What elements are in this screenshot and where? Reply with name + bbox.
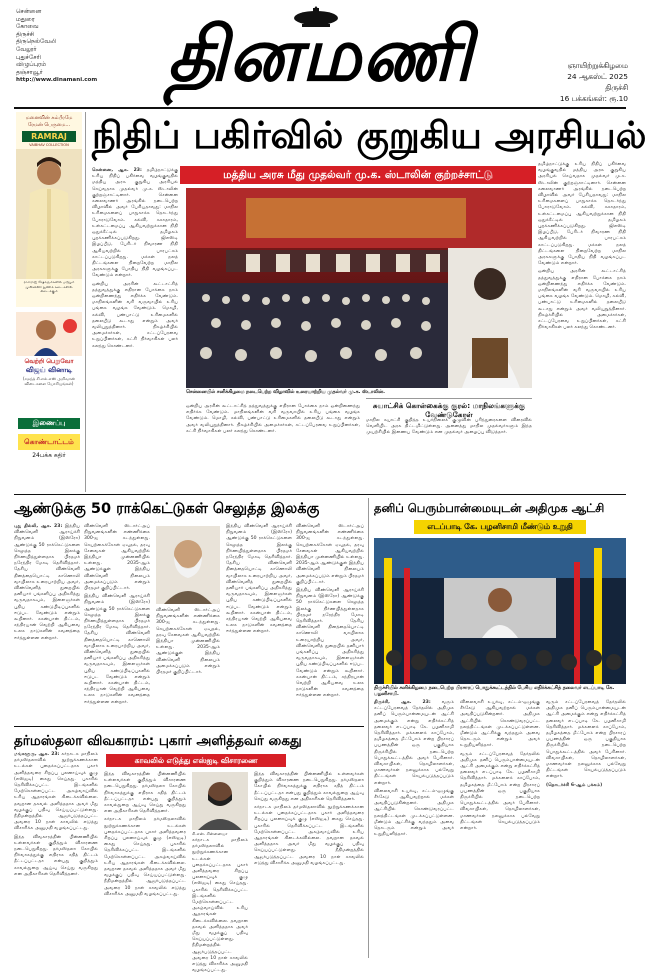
dharmasthala-body-4 — [254, 772, 364, 958]
eps-dateline: திருச்சி, ஆக. 23: — [374, 700, 431, 705]
eps-subhead: எடப்பாடி கே. பழனிசாமி மீண்டும் உறுதி — [414, 520, 586, 534]
eps-continued[interactable]: (தொடர்ச்சி 6-ஆம் பக்கம்) — [546, 782, 603, 788]
ramraj-brand: RAMRAJ — [22, 131, 76, 142]
kondattam-ad[interactable]: கொண்டாட்டம் — [18, 434, 80, 450]
kathir-label: 24பக்க கதிர் — [32, 452, 66, 459]
edition-item: விழுப்புரம் — [16, 61, 47, 69]
dharmasthala-body-text-6: இந்த விவகாரத்தின் பின்னணியில் உள்ளவர்கள் குறித்தும் விசாரணை நடைபெறுகிறது. தர்மஸ்தலா கோயில் நிர்வாகத்துக்கு எதிராக சதித் திட்டம் தீட்டப்பட்டதா என்பது குறித்தும் காவல்துறை ஆய்வு செய்து வருகிறது என அதிகாரிகள் தெரிவித்தனர். — [254, 772, 364, 802]
sidebox-title[interactable]: சுயாட்சிக் கொள்கைக்கு குரல்: மாநிலங்களுக்கு வேண்டுகோள் — [366, 398, 532, 419]
rockets-headline[interactable]: ஆண்டுக்கு 50 ராக்கெட்டுகள் செலுத்த இலக்கு — [14, 501, 320, 517]
masthead — [0, 0, 640, 106]
sidebox-body: மாநில சுயாட்சி குறித்த உயர்நிலைக் குழுவின் பரிந்துரைகளை விரைவில் வெளியிட அரசு திட்டமிட்டுள்ளது. அனைத்து மாநில முதல்வர்களும் இந்த முயற்சியில் இணைய வேண்டும் என முதல்வர் அழைப்பு விடுத்தார். — [366, 418, 532, 436]
dharmasthala-story — [14, 730, 364, 974]
join-label: இணைப்பு — [18, 418, 80, 429]
quiz-question: (சமந்த் சி.எல்.எஸ் அறிவான் விடைகளை யோசியுங்கள்) — [23, 376, 75, 386]
edition-item: தஞ்சாவூர் — [16, 68, 43, 76]
dharmasthala-subhead: காவலில் எடுத்து எஸ்ஐடி விசாரணை — [106, 754, 286, 767]
issue-date: 24 ஆகஸ்ட் 2025 — [567, 72, 628, 81]
edition-list — [16, 8, 96, 85]
rockets-body-text: இந்திய விண்வெளி ஆராய்ச்சி நிறுவனம் (இஸ்ரோ) ஆண்டுக்கு 50 ராக்கெட்டுகளை செலுத்த இலக்கு நிர்ணயித்துள்ளதாக பிரதமர் நரேந்திர மோடி தெரிவித்தார். தேசிய விண்வெளி தினத்தையொட்டி காணொலி வாயிலாக உரையாற்றிய அவர், விண்வெளித் துறையில் தனியார் பங்களிப்பு அதிகரித்து வருவதாகவும், இளைஞர்கள் புதிய கண்டுபிடிப்புகளில் ஈடுபட வேண்டும் என்றும் கூறினார். ககன்யான் திட்டம், சந்திரயான் வெற்றி ஆகியவை உலக நாடுகளின் கவனத்தை ஈர்த்துள்ளன என்றார். — [14, 524, 80, 641]
dharmasthala-body-text-2: இந்த விவகாரத்தின் பின்னணியில் உள்ளவர்கள் குறித்தும் விசாரணை நடைபெறுகிறது. தர்மஸ்தலா கோயில் நிர்வாகத்துக்கு எதிராக சதித் திட்டம் தீட்டப்பட்டதா என்பது குறித்தும் காவல்துறை ஆய்வு செய்து வருகிறது என அதிகாரிகள் தெரிவித்தனர். — [14, 834, 98, 877]
eps-body-text-4: வரும் சட்டப்பேரவைத் தேர்தலில் அதிமுக தனிப் பெரும்பான்மையுடன் ஆட்சி அமைக்கும் என்று எதிர்க்கட்சித் தலைவர் எடப்பாடி கே. பழனிசாமி தெரிவித்தார். மக்களைக் காப்போம், தமிழகத்தை மீட்போம் என்ற பிரசாரப் பயணத்தின் ஒரு பகுதியாக திருச்சியில் நடைபெற்ற பொதுக்கூட்டத்தில் அவர் பேசினார். விவசாயிகள், தொழிலாளர்கள், மாணவர்கள் நலனுக்காக பல்வேறு திட்டங்கள் செயல்படுத்தப்படும் என்றார். — [460, 751, 540, 832]
edition-item: கோவை — [16, 23, 39, 31]
lead-subhead: மத்திய அரசு மீது முதல்வர் மு.க. ஸ்டாலின் குற்றச்சாட்டு — [180, 166, 536, 184]
rockets-body-5 — [296, 524, 364, 720]
edition-item: திருநெல்வேலி — [16, 38, 57, 46]
eps-photo — [374, 538, 626, 684]
rockets-body-text-2: விண்வெளி ஸ்டார்ட்அப் நிறுவனங்களின் எண்ணிக்கை 300-ஐ கடந்துள்ளது. செயற்கைக்கோள் ஏவுதல், தரவு சேவைகள் ஆகியவற்றில் இந்தியா முன்னணியில் உள்ளது. 2035-ஆம் ஆண்டுக்குள் இந்திய விண்வெளி நிலையம் அமைக்கப்படும் என்றும் பிரதமர் குறிப்பிட்டார். — [84, 524, 150, 592]
rockets-body-1 — [14, 524, 80, 720]
ramraj-tagline: மனைவின் கம்பீரமே ரேமன் பெருமை... — [25, 115, 73, 128]
dharmasthala-photo — [192, 772, 248, 830]
edition-item: சென்னை — [16, 8, 42, 15]
eps-photo-caption: திருச்சியில் சனிக்கிழமை நடைபெற்ற பிரசாரப் பொதுக்கூட்டத்தில் பேசிய எதிர்க்கட்சித் தலைவர் எடப்பாடி கே. பழனிசாமி. — [374, 686, 615, 697]
date-block — [528, 60, 628, 104]
eps-body-1 — [374, 700, 454, 956]
ad-column — [14, 112, 86, 492]
ramraj-caption: ராம்ராஜ் ஷோரூம்களில் மற்றும் முன்னணி துணிக் கடைகளில் கிடைக்கும் — [23, 280, 75, 294]
rockets-body-4 — [226, 524, 292, 720]
ramraj-sub: VAIBHAV COLLECTION — [29, 143, 69, 147]
lead-body-left — [92, 168, 178, 488]
lead-body-right-text-2: ஒன்றிய அரசின் கூட்டாட்சித் தத்துவத்துக்கு எதிரான போக்கை நாம் ஒன்றிணைந்து எதிர்க்க வேண்டும். மாநிலங்களின் வரி வருவாயில் உரிய பங்கை வழங்க வேண்டும். மொழி, கல்வி, பண்பாட்டு உரிமைகளில் தலையீடு கூடாது என்றும் அவர் வலியுறுத்தினார். நிகழ்ச்சியில் அமைச்சர்கள், சட்டப்பேரவை உறுப்பினர்கள், கட்சி நிர்வாகிகள் பலர் கலந்து கொண்டனர். — [538, 269, 626, 331]
quiz-title: வெற்றி பெறுவோ — [24, 358, 74, 365]
quiz-ad[interactable] — [16, 312, 82, 412]
dharmasthala-body-text: கர்நாடக மாநிலம் தர்மஸ்தலாவில் நூற்றுக்கணக்கான உடல்கள் புதைக்கப்பட்டதாக புகார் அளித்தவரை சிறப்பு புலனாய்வுக் குழு (எஸ்ஐடி) கைது செய்தது. புகாரில் தெரிவிக்கப்பட்ட இடங்களில் மேற்கொள்ளப்பட்ட அகழ்வாய்வில் உரிய ஆதாரங்கள் கிடைக்கவில்லை. தவறான தகவல் அளித்ததாக அவர் மீது வழக்குப் பதிவு செய்யப்பட்டுள்ளது. நீதிமன்றத்தில் ஆஜர்படுத்தப்பட்ட அவரை 10 நாள் காவலில் எடுத்து விசாரிக்க அனுமதி வழங்கப்பட்டது. — [14, 752, 98, 832]
pages-price: 16 பக்கங்கள்: ரூ.10 — [559, 94, 628, 103]
lead-body-mid-text: ஒன்றிய அரசின் கூட்டாட்சித் தத்துவத்துக்கு எதிரான போக்கை நாம் ஒன்றிணைந்து எதிர்க்க வேண்டும். மாநிலங்களின் வரி வருவாயில் உரிய பங்கை வழங்க வேண்டும். மொழி, கல்வி, பண்பாட்டு உரிமைகளில் தலையீடு கூடாது என்றும் அவர் வலியுறுத்தினார். நிகழ்ச்சியில் அமைச்சர்கள், சட்டப்பேரவை உறுப்பினர்கள், கட்சி நிர்வாகிகள் பலர் கலந்து கொண்டனர். — [186, 404, 360, 434]
dharmasthala-body-text-4: கர்நாடக மாநிலம் தர்மஸ்தலாவில் நூற்றுக்கணக்கான உடல்கள் புதைக்கப்பட்டதாக புகார் அளித்தவரை சிறப்பு புலனாய்வுக் குழு (எஸ்ஐடி) கைது செய்தது. புகாரில் தெரிவிக்கப்பட்ட இடங்களில் மேற்கொள்ளப்பட்ட அகழ்வாய்வில் உரிய ஆதாரங்கள் கிடைக்கவில்லை. தவறான தகவல் அளித்ததாக அவர் மீது வழக்குப் பதிவு செய்யப்பட்டுள்ளது. நீதிமன்றத்தில் ஆஜர்படுத்தப்பட்ட அவரை 10 நாள் காவலில் எடுத்து விசாரிக்க அனுமதி வழங்கப்பட்டது. — [104, 817, 186, 897]
edition-item: புதுச்சேரி — [16, 53, 41, 61]
rockets-body-3 — [156, 608, 220, 720]
ramraj-ad[interactable] — [16, 112, 82, 307]
dharmasthala-body-text-3: இந்த விவகாரத்தின் பின்னணியில் உள்ளவர்கள் குறித்தும் விசாரணை நடைபெறுகிறது. தர்மஸ்தலா கோயில் நிர்வாகத்துக்கு எதிராக சதித் திட்டம் தீட்டப்பட்டதா என்பது குறித்தும் காவல்துறை ஆய்வு செய்து வருகிறது என அதிகாரிகள் தெரிவித்தனர். — [104, 772, 186, 815]
rockets-body-text-7: இந்திய விண்வெளி ஆராய்ச்சி நிறுவனம் (இஸ்ரோ) ஆண்டுக்கு 50 ராக்கெட்டுகளை செலுத்த இலக்கு நிர்ணயித்துள்ளதாக பிரதமர் நரேந்திர மோடி தெரிவித்தார். தேசிய விண்வெளி தினத்தையொட்டி காணொலி வாயிலாக உரையாற்றிய அவர், விண்வெளித் துறையில் தனியார் பங்களிப்பு அதிகரித்து வருவதாகவும், இளைஞர்கள் புதிய கண்டுபிடிப்புகளில் ஈடுபட வேண்டும் என்றும் கூறினார். ககன்யான் திட்டம், சந்திரயான் வெற்றி ஆகியவை உலக நாடுகளின் கவனத்தை ஈர்த்துள்ளன என்றார். — [296, 588, 364, 699]
dharmasthala-photo-caption: சி.என். சின்னையா — [192, 831, 228, 836]
section-rule-2 — [14, 726, 364, 727]
quiz-person-image — [16, 312, 82, 356]
masthead-rule — [14, 107, 626, 109]
eps-body-text-2: விலைவாசி உயர்வு, சட்டம்-ஒழுங்கு சீர்கேடு ஆகியவற்றால் மக்கள் அவதிப்படுகின்றனர். அதிமுக ஆட்சியில் கொண்டுவரப்பட்ட நலத்திட்டங்கள் முடக்கப்பட்டுள்ளன. மீண்டும் ஆட்சிக்கு வந்ததும் அவை தொடரும் என்றும் அவர் உறுதியளித்தார். — [374, 788, 454, 838]
lead-body-right — [538, 112, 626, 488]
rockets-body-2 — [84, 524, 150, 720]
lead-headline[interactable]: நிதிப் பகிர்வில் குறுகிய அரசியல் — [92, 114, 646, 157]
eps-body-text-5: வரும் சட்டப்பேரவைத் தேர்தலில் அதிமுக தனிப் பெரும்பான்மையுடன் ஆட்சி அமைக்கும் என்று எதிர்க்கட்சித் தலைவர் எடப்பாடி கே. பழனிசாமி தெரிவித்தார். மக்களைக் காப்போம், தமிழகத்தை மீட்போம் என்ற பிரசாரப் பயணத்தின் ஒரு பகுதியாக திருச்சியில் நடைபெற்ற பொதுக்கூட்டத்தில் அவர் பேசினார். விவசாயிகள், தொழிலாளர்கள், மாணவர்கள் நலனுக்காக பல்வேறு திட்டங்கள் செயல்படுத்தப்படும் என்றார். — [546, 700, 626, 780]
lead-body-text: தமிழ்நாட்டுக்கு உரிய நிதிப் பகிர்வை வழங்குவதில் மத்திய அரசு குறுகிய அரசியல் செய்வதாக முதல்வர் மு.க. ஸ்டாலின் குற்றஞ்சாட்டினார். சென்னை கலைவாணர் அரங்கில் நடைபெற்ற விழாவில் அவர் பேசியதாவது: மாநில உரிமைகளைப் பாதுகாக்க தொடர்ந்து போராடுவோம். கல்வி, சுகாதாரம், உள்கட்டமைப்பு ஆகியவற்றுக்கான நிதி ஒதுக்கீட்டில் தமிழகம் புறக்கணிக்கப்படுகிறது. ஜிஎஸ்டி இழப்பீடு, பேரிடர் நிவாரண நிதி ஆகியவற்றில் பாரபட்சம் காட்டப்படுகிறது. மக்கள் நலத் திட்டங்களை நிறைவேற்ற மாநில அரசுகளுக்கு போதிய நிதி வழங்கப்பட வேண்டும் என்றார். — [92, 168, 178, 279]
website-link[interactable]: http://www.dinamani.com — [16, 77, 98, 84]
eps-body-text: வரும் சட்டப்பேரவைத் தேர்தலில் அதிமுக தனிப் பெரும்பான்மையுடன் ஆட்சி அமைக்கும் என்று எதிர்க்கட்சித் தலைவர் எடப்பாடி கே. பழனிசாமி தெரிவித்தார். மக்களைக் காப்போம், தமிழகத்தை மீட்போம் என்ற பிரசாரப் பயணத்தின் ஒரு பகுதியாக திருச்சியில் நடைபெற்ற பொதுக்கூட்டத்தில் அவர் பேசினார். விவசாயிகள், தொழிலாளர்கள், மாணவர்கள் நலனுக்காக பல்வேறு திட்டங்கள் செயல்படுத்தப்படும் என்றார். — [374, 700, 454, 786]
rockets-body-text-6: விண்வெளி ஸ்டார்ட்அப் நிறுவனங்களின் எண்ணிக்கை 300-ஐ கடந்துள்ளது. செயற்கைக்கோள் ஏவுதல், தரவு சேவைகள் ஆகியவற்றில் இந்தியா முன்னணியில் உள்ளது. 2035-ஆம் ஆண்டுக்குள் இந்திய விண்வெளி நிலையம் அமைக்கப்படும் என்றும் பிரதமர் குறிப்பிட்டார். — [296, 524, 364, 585]
quiz-sub: விஜய் வினாடி — [25, 366, 73, 374]
rockets-body-text-3: இந்திய விண்வெளி ஆராய்ச்சி நிறுவனம் (இஸ்ரோ) ஆண்டுக்கு 50 ராக்கெட்டுகளை செலுத்த இலக்கு நிர்ணயித்துள்ளதாக பிரதமர் நரேந்திர மோடி தெரிவித்தார். தேசிய விண்வெளி தினத்தையொட்டி காணொலி வாயிலாக உரையாற்றிய அவர், விண்வெளித் துறையில் தனியார் பங்களிப்பு அதிகரித்து வருவதாகவும், இளைஞர்கள் புதிய கண்டுபிடிப்புகளில் ஈடுபட வேண்டும் என்றும் கூறினார். ககன்யான் திட்டம், சந்திரயான் வெற்றி ஆகியவை உலக நாடுகளின் கவனத்தை ஈர்த்துள்ளன என்றார். — [84, 594, 150, 705]
ramraj-model-image — [16, 149, 82, 279]
rockets-pm-photo — [156, 526, 220, 604]
lead-dateline: சென்னை, ஆக. 23: — [92, 168, 142, 173]
dharmasthala-body-3 — [192, 838, 248, 974]
lead-story — [92, 112, 646, 490]
dharmasthala-body-2 — [104, 772, 186, 958]
issue-day: ஞாயிற்றுக்கிழமை — [567, 61, 628, 70]
eps-story — [374, 498, 626, 960]
eps-body-2 — [460, 700, 540, 956]
masthead-title: தினமணி — [167, 12, 473, 98]
dharmasthala-body-text-7: கர்நாடக மாநிலம் தர்மஸ்தலாவில் நூற்றுக்கணக்கான உடல்கள் புதைக்கப்பட்டதாக புகார் அளித்தவரை சிறப்பு புலனாய்வுக் குழு (எஸ்ஐடி) கைது செய்தது. புகாரில் தெரிவிக்கப்பட்ட இடங்களில் மேற்கொள்ளப்பட்ட அகழ்வாய்வில் உரிய ஆதாரங்கள் கிடைக்கவில்லை. தவறான தகவல் அளித்ததாக அவர் மீது வழக்குப் பதிவு செய்யப்பட்டுள்ளது. நீதிமன்றத்தில் ஆஜர்படுத்தப்பட்ட அவரை 10 நாள் காவலில் எடுத்து விசாரிக்க அனுமதி வழங்கப்பட்டது. — [254, 805, 364, 866]
lead-body-mid — [186, 404, 360, 488]
issue-edition: திருச்சி — [605, 83, 628, 92]
edition-item: மதுரை — [16, 15, 35, 23]
rockets-dateline: புது தில்லி, ஆக. 23: — [14, 524, 63, 529]
column-rule — [368, 498, 369, 958]
eps-body-text-3: விலைவாசி உயர்வு, சட்டம்-ஒழுங்கு சீர்கேடு ஆகியவற்றால் மக்கள் அவதிப்படுகின்றனர். அதிமுக ஆட்சியில் கொண்டுவரப்பட்ட நலத்திட்டங்கள் முடக்கப்பட்டுள்ளன. மீண்டும் ஆட்சிக்கு வந்ததும் அவை தொடரும் என்றும் அவர் உறுதியளித்தார். — [460, 700, 540, 749]
lead-body-right-text: தமிழ்நாட்டுக்கு உரிய நிதிப் பகிர்வை வழங்குவதில் மத்திய அரசு குறுகிய அரசியல் செய்வதாக முதல்வர் மு.க. ஸ்டாலின் குற்றஞ்சாட்டினார். சென்னை கலைவாணர் அரங்கில் நடைபெற்ற விழாவில் அவர் பேசியதாவது: மாநில உரிமைகளைப் பாதுகாக்க தொடர்ந்து போராடுவோம். கல்வி, சுகாதாரம், உள்கட்டமைப்பு ஆகியவற்றுக்கான நிதி ஒதுக்கீட்டில் தமிழகம் புறக்கணிக்கப்படுகிறது. ஜிஎஸ்டி இழப்பீடு, பேரிடர் நிவாரண நிதி ஆகியவற்றில் பாரபட்சம் காட்டப்படுகிறது. மக்கள் நலத் திட்டங்களை நிறைவேற்ற மாநில அரசுகளுக்கு போதிய நிதி வழங்கப்பட வேண்டும் என்றார். — [538, 162, 626, 267]
rockets-story — [14, 498, 364, 724]
lead-photo — [186, 188, 532, 388]
eps-body-3 — [546, 700, 626, 956]
section-rule-1 — [14, 494, 626, 495]
lead-photo-caption: சென்னையில் சனிக்கிழமை நடைபெற்ற விழாவில் உரையாற்றிய முதல்வர் மு.க. ஸ்டாலின். — [186, 390, 385, 395]
eps-headline[interactable]: தனிப் பெரும்பான்மையுடன் அதிமுக ஆட்சி — [374, 501, 605, 515]
dharmasthala-body-text-5: கர்நாடக மாநிலம் தர்மஸ்தலாவில் நூற்றுக்கணக்கான உடல்கள் புதைக்கப்பட்டதாக புகார் அளித்தவரை சிறப்பு புலனாய்வுக் குழு (எஸ்ஐடி) கைது செய்தது. புகாரில் தெரிவிக்கப்பட்ட இடங்களில் மேற்கொள்ளப்பட்ட அகழ்வாய்வில் உரிய ஆதாரங்கள் கிடைக்கவில்லை. தவறான தகவல் அளித்ததாக அவர் மீது வழக்குப் பதிவு செய்யப்பட்டுள்ளது. நீதிமன்றத்தில் ஆஜர்படுத்தப்பட்ட அவரை 10 நாள் காவலில் எடுத்து விசாரிக்க அனுமதி வழங்கப்பட்டது. — [192, 838, 248, 974]
dharmasthala-headline[interactable]: தர்மஸ்தலா விவகாரம்: புகார் அளித்தவர் கைது — [14, 733, 302, 749]
lead-body-text-2: ஒன்றிய அரசின் கூட்டாட்சித் தத்துவத்துக்கு எதிரான போக்கை நாம் ஒன்றிணைந்து எதிர்க்க வேண்டும். மாநிலங்களின் வரி வருவாயில் உரிய பங்கை வழங்க வேண்டும். மொழி, கல்வி, பண்பாட்டு உரிமைகளில் தலையீடு கூடாது என்றும் அவர் வலியுறுத்தினார். நிகழ்ச்சியில் அமைச்சர்கள், சட்டப்பேரவை உறுப்பினர்கள், கட்சி நிர்வாகிகள் பலர் கலந்து கொண்டனர். — [92, 281, 178, 349]
edition-item: வேலூர் — [16, 45, 37, 53]
dharmasthala-body-1 — [14, 752, 98, 958]
dharmasthala-dateline: மங்களூரு, ஆக. 23: — [14, 752, 60, 757]
rockets-body-text-4: விண்வெளி ஸ்டார்ட்அப் நிறுவனங்களின் எண்ணிக்கை 300-ஐ கடந்துள்ளது. செயற்கைக்கோள் ஏவுதல், தரவு சேவைகள் ஆகியவற்றில் இந்தியா முன்னணியில் உள்ளது. 2035-ஆம் ஆண்டுக்குள் இந்திய விண்வெளி நிலையம் அமைக்கப்படும் என்றும் பிரதமர் குறிப்பிட்டார். — [156, 608, 220, 676]
edition-item: திருச்சி — [16, 30, 35, 38]
rockets-body-text-5: இந்திய விண்வெளி ஆராய்ச்சி நிறுவனம் (இஸ்ரோ) ஆண்டுக்கு 50 ராக்கெட்டுகளை செலுத்த இலக்கு நிர்ணயித்துள்ளதாக பிரதமர் நரேந்திர மோடி தெரிவித்தார். தேசிய விண்வெளி தினத்தையொட்டி காணொலி வாயிலாக உரையாற்றிய அவர், விண்வெளித் துறையில் தனியார் பங்களிப்பு அதிகரித்து வருவதாகவும், இளைஞர்கள் புதிய கண்டுபிடிப்புகளில் ஈடுபட வேண்டும் என்றும் கூறினார். ககன்யான் திட்டம், சந்திரயான் வெற்றி ஆகியவை உலக நாடுகளின் கவனத்தை ஈர்த்துள்ளன என்றார். — [226, 524, 292, 635]
